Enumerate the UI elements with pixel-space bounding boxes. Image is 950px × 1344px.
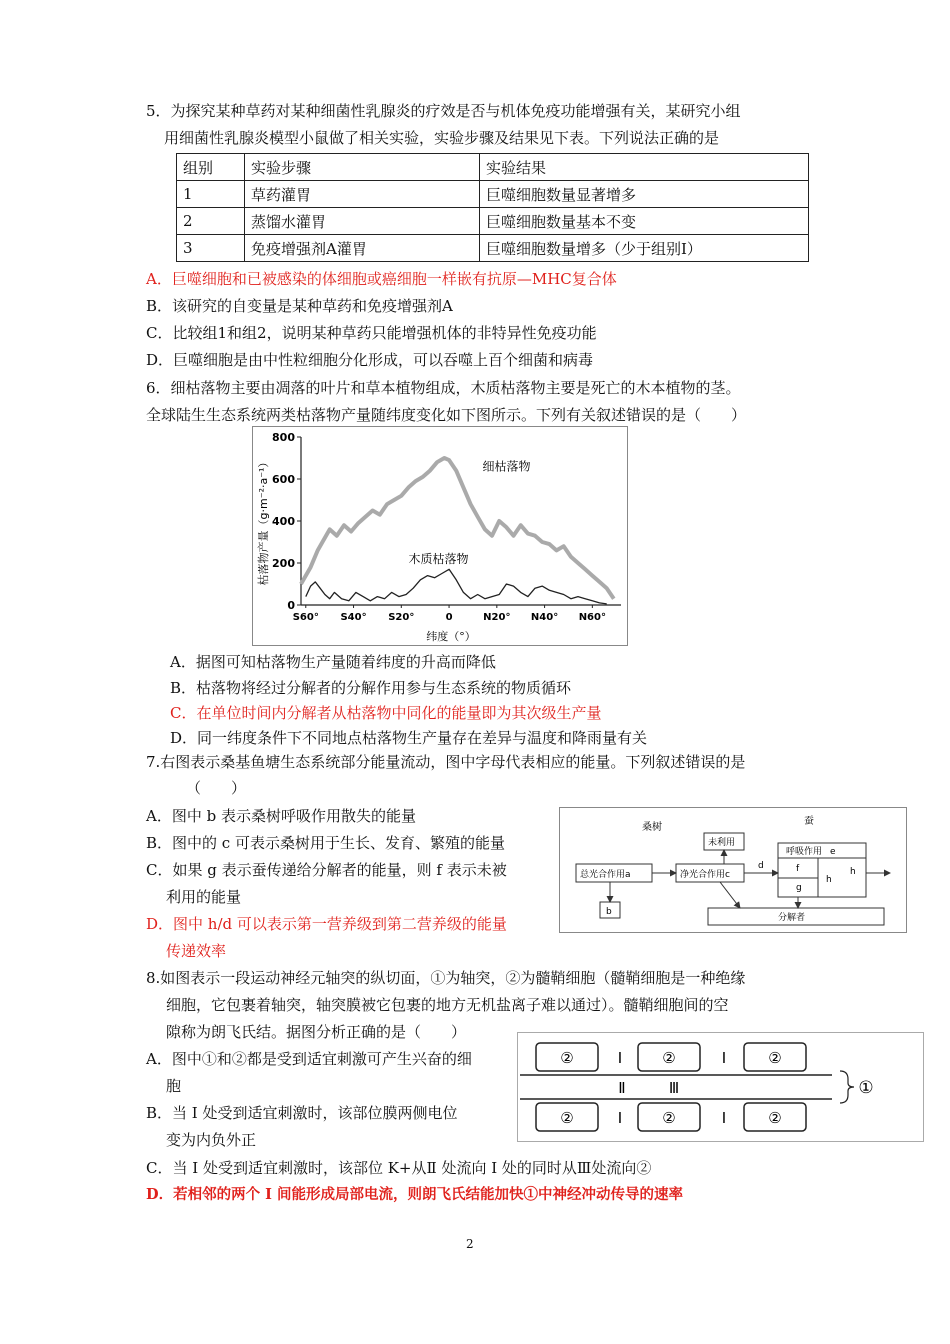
q5-option-b: B．该研究的自变量是某种草药和免疫增强剂A bbox=[146, 297, 453, 315]
letter-h: h bbox=[850, 867, 856, 877]
q7-option-d-line1: D．图中 h/d 可以表示第一营养级到第二营养级的能量 bbox=[146, 915, 507, 933]
q7-option-c-line2: 利用的能量 bbox=[166, 888, 242, 906]
decomposer-label: 分解者 bbox=[778, 913, 806, 923]
y-tick-label: 0 bbox=[287, 599, 295, 612]
q8-option-a-line2: 胞 bbox=[166, 1077, 182, 1095]
q7-option-d-line2: 传递效率 bbox=[166, 942, 227, 960]
node-label: I bbox=[721, 1049, 727, 1067]
myelin-label: ② bbox=[662, 1049, 676, 1067]
gross-photosynthesis-label: 总光合作用a bbox=[580, 870, 631, 880]
q5-stem-line2: 用细菌性乳腺炎模型小鼠做了相关实验，实验步骤及结果见下表。下列说法正确的是 bbox=[164, 129, 720, 147]
letter-e: e bbox=[830, 847, 836, 857]
axon-brace bbox=[840, 1071, 854, 1103]
table-row bbox=[177, 181, 809, 208]
myelin-label: ② bbox=[560, 1109, 574, 1127]
table-cell: 巨噬细胞数量显著增多 bbox=[480, 181, 809, 208]
table-header-cell: 实验结果 bbox=[480, 154, 809, 181]
q8-stem-line1: 8.如图表示一段运动神经元轴突的纵切面，①为轴突，②为髓鞘细胞（髓鞘细胞是一种绝缘 bbox=[146, 969, 746, 987]
q6-option-a: A．据图可知枯落物生产量随着纬度的升高而降低 bbox=[170, 653, 496, 671]
series-line-woody-litter bbox=[306, 569, 607, 604]
myelin-label: ② bbox=[662, 1109, 676, 1127]
axon-label: ① bbox=[858, 1078, 874, 1098]
q7-option-c-line1: C．如果 g 表示蚕传递给分解者的能量，则 f 表示未被 bbox=[146, 861, 507, 879]
axon-svg bbox=[518, 1033, 923, 1141]
x-tick-label: S60° bbox=[292, 612, 319, 623]
q8-option-b-line2: 变为内负外正 bbox=[166, 1131, 257, 1149]
y-tick-label: 600 bbox=[272, 473, 295, 486]
node-label: I bbox=[721, 1109, 727, 1127]
q6-option-b: B．枯落物将经过分解者的分解作用参与生态系统的物质循环 bbox=[170, 679, 572, 697]
respiration-label: 呼吸作用 bbox=[786, 847, 823, 857]
q8-stem-line3: 隙称为朗飞氏结。据图分析正确的是（ ） bbox=[166, 1023, 467, 1041]
x-axis-label: 纬度（°） bbox=[426, 630, 476, 643]
x-tick-label: S20° bbox=[388, 612, 415, 623]
node-label: I bbox=[617, 1049, 623, 1067]
table-row bbox=[177, 208, 809, 235]
y-axis-label: 枯落物产量（g·m⁻²·a⁻¹） bbox=[257, 456, 270, 586]
q5-stem-line1: 5．为探究某种草药对某种细菌性乳腺炎的疗效是否与机体免疫功能增强有关，某研究小组 bbox=[146, 102, 741, 120]
table-header-row bbox=[177, 154, 809, 181]
table-cell: 草药灌胃 bbox=[245, 181, 480, 208]
x-tick-label: N60° bbox=[578, 612, 606, 623]
q7-option-a: A．图中 b 表示桑树呼吸作用散失的能量 bbox=[146, 807, 416, 825]
litter-chart-frame bbox=[252, 426, 628, 646]
table-cell: 巨噬细胞数量基本不变 bbox=[480, 208, 809, 235]
silkworm-label: 蚕 bbox=[804, 816, 814, 827]
letter-f: f bbox=[796, 864, 800, 874]
q6-stem-line1: 6．细枯落物主要由凋落的叶片和草本植物组成，木质枯落物主要是死亡的木本植物的茎。 bbox=[146, 379, 741, 397]
energy-flow-svg bbox=[560, 808, 906, 932]
table-cell: 2 bbox=[177, 208, 245, 235]
letter-b: b bbox=[606, 907, 612, 917]
table-cell: 巨噬细胞数量增多（少于组别Ⅰ） bbox=[480, 235, 809, 262]
table-header-cell: 组别 bbox=[177, 154, 245, 181]
x-tick-label: S40° bbox=[340, 612, 367, 623]
q5-option-c: C．比较组1和组2，说明某种草药只能增强机体的非特异性免疫功能 bbox=[146, 324, 597, 342]
q8-option-b-line1: B．当 I 处受到适宜刺激时，该部位膜两侧电位 bbox=[146, 1104, 458, 1122]
node-label: I bbox=[617, 1109, 623, 1127]
series-label-woody-litter: 木质枯落物 bbox=[408, 552, 469, 566]
x-tick-label: N40° bbox=[530, 612, 559, 623]
mulberry-label: 桑树 bbox=[642, 822, 662, 833]
q7-option-b: B．图中的 c 可表示桑树用于生长、发育、繁殖的能量 bbox=[146, 834, 505, 852]
letter-d: d bbox=[758, 861, 764, 871]
q6-option-c: C．在单位时间内分解者从枯落物中同化的能量即为其次级生产量 bbox=[170, 704, 602, 722]
myelin-label: ② bbox=[768, 1109, 782, 1127]
region-iii-label: Ⅲ bbox=[668, 1079, 680, 1097]
q8-stem-line2: 细胞，它包裹着轴突，轴突膜被它包裹的地方无机盐离子难以通过）。髓鞘细胞间的空 bbox=[166, 996, 729, 1014]
y-tick-label: 200 bbox=[272, 557, 295, 570]
q6-option-d: D．同一纬度条件下不同地点枯落物生产量存在差异与温度和降雨量有关 bbox=[170, 729, 648, 747]
energy-flow-diagram bbox=[559, 807, 907, 933]
q8-option-c: C．当 I 处受到适宜刺激时，该部位 K+从Ⅱ 处流向 I 处的同时从Ⅲ处流向② bbox=[146, 1159, 652, 1177]
series-line-fine-litter bbox=[301, 458, 614, 599]
myelin-label: ② bbox=[560, 1049, 574, 1067]
myelin-label: ② bbox=[768, 1049, 782, 1067]
table-row bbox=[177, 235, 809, 262]
letter-g: g bbox=[796, 883, 802, 893]
y-tick-label: 400 bbox=[272, 515, 295, 528]
table-cell: 免疫增强剂A灌胃 bbox=[245, 235, 480, 262]
q8-option-d: D．若相邻的两个 I 间能形成局部电流，则朗飞氏结能加快①中神经冲动传导的速率 bbox=[146, 1186, 683, 1203]
table-header-cell: 实验步骤 bbox=[245, 154, 480, 181]
y-tick-label: 800 bbox=[272, 431, 295, 444]
x-tick-label: 0 bbox=[445, 612, 453, 623]
q5-experiment-table bbox=[176, 153, 809, 262]
q7-stem-line1: 7.右图表示桑基鱼塘生态系统部分能量流动，图中字母代表相应的能量。下列叙述错误的是 bbox=[146, 753, 746, 771]
x-tick-label: N20° bbox=[483, 612, 511, 623]
table-cell: 3 bbox=[177, 235, 245, 262]
q5-option-a: A．巨噬细胞和已被感染的体细胞或癌细胞一样嵌有抗原—MHC复合体 bbox=[146, 270, 617, 288]
letter-h-inner: h bbox=[826, 875, 832, 885]
axon-diagram bbox=[517, 1032, 924, 1142]
q7-stem-line2: （ ） bbox=[186, 779, 247, 797]
q5-option-d: D．巨噬细胞是由中性粒细胞分化形成，可以吞噬上百个细菌和病毒 bbox=[146, 351, 594, 369]
page-number: 2 bbox=[466, 1237, 474, 1251]
series-label-fine-litter: 细枯落物 bbox=[482, 459, 531, 474]
q6-stem-line2: 全球陆生生态系统两类枯落物产量随纬度变化如下图所示。下列有关叙述错误的是（ ） bbox=[146, 406, 747, 424]
region-ii-label: Ⅱ bbox=[618, 1079, 626, 1097]
table-cell: 1 bbox=[177, 181, 245, 208]
table-cell: 蒸馏水灌胃 bbox=[245, 208, 480, 235]
litter-production-chart bbox=[253, 427, 627, 645]
q8-option-a-line1: A．图中①和②都是受到适宜刺激可产生兴奋的细 bbox=[146, 1050, 472, 1068]
unused-label: 未利用 bbox=[708, 838, 736, 848]
net-photosynthesis-label: 净光合作用c bbox=[680, 870, 730, 880]
